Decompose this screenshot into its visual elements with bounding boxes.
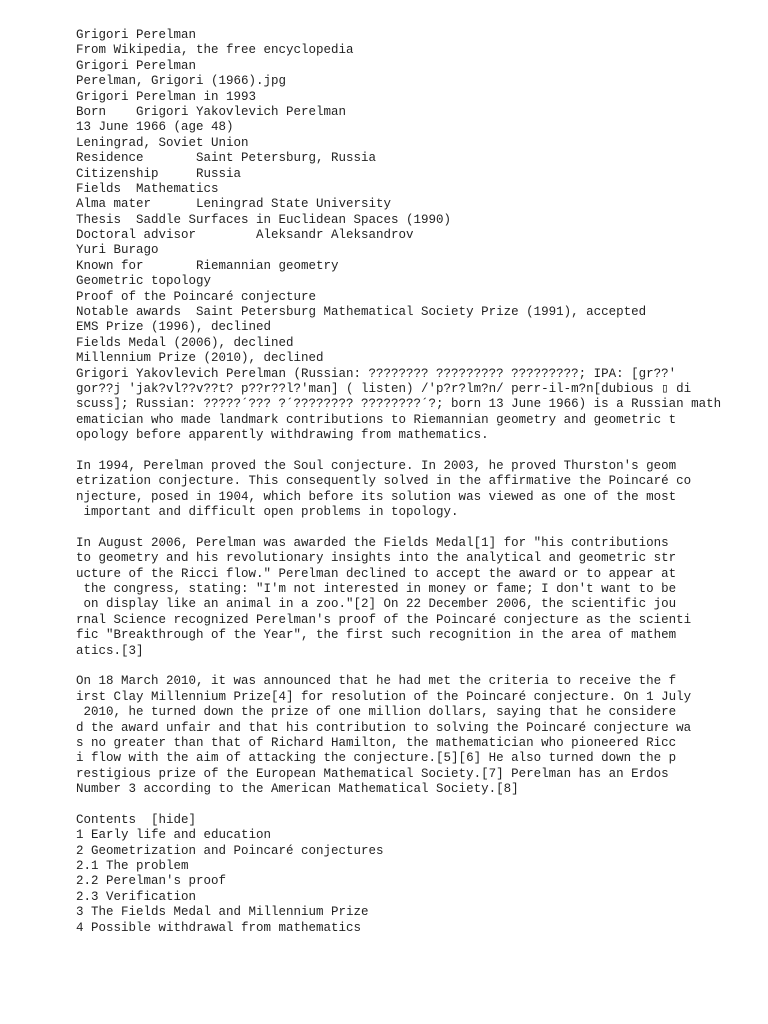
contents-line: 2.2 Perelman's proof [76, 874, 227, 889]
infobox-line: Yuri Burago [76, 243, 159, 258]
paragraph-line: 2010, he turned down the prize of one million dollars, saying that he considere [76, 705, 677, 720]
paragraph-line: important and difficult open problems in topology. [76, 505, 459, 520]
paragraph-millennium-prize [76, 674, 696, 797]
infobox-line: Leningrad, Soviet Union [76, 135, 249, 150]
infobox-line: Perelman, Grigori (1966).jpg [76, 74, 287, 89]
infobox-line: Grigori Yakovlevich Perelman (Russian: ???????? ????????? ?????????; IPA: [gr??' [76, 366, 677, 381]
infobox-line: Geometric topology [76, 274, 212, 289]
contents-line: 4 Possible withdrawal from mathematics [76, 920, 362, 935]
infobox-line: 13 June 1966 (age 48) [76, 120, 234, 135]
infobox-line: scuss]; Russian: ?????´??? ?´???????? ????????´?; born 13 June 1966) is a Russian math [76, 397, 722, 412]
infobox-line: ematician who made landmark contributions to Riemannian geometry and geometric t [76, 412, 677, 427]
contents-line: 2.1 The problem [76, 859, 189, 874]
table-of-contents [76, 813, 696, 936]
infobox-line: Millennium Prize (2010), declined [76, 351, 324, 366]
paragraph-line: d the award unfair and that his contribution to solving the Poincaré conjecture wa [76, 720, 692, 735]
document-body [76, 28, 722, 936]
paragraph-line: On 18 March 2010, it was announced that he had met the criteria to receive the f [76, 674, 677, 689]
paragraph-line: the congress, stating: "I'm not interested in money or fame; I don't want to be [76, 582, 677, 597]
infobox-line: Born Grigori Yakovlevich Perelman [76, 104, 347, 119]
infobox-line: EMS Prize (1996), declined [76, 320, 272, 335]
infobox-lines [76, 28, 722, 444]
paragraph-line: ucture of the Ricci flow." Perelman declined to accept the award or to appear at [76, 566, 677, 581]
contents-heading: Contents [hide] [76, 812, 197, 827]
paragraph-line: In 1994, Perelman proved the Soul conjecture. In 2003, he proved Thurston's geom [76, 458, 677, 473]
paragraph-line: s no greater than that of Richard Hamilton, the mathematician who pioneered Ricc [76, 735, 677, 750]
infobox-line: Grigori Perelman [76, 58, 197, 73]
paragraph-line: i flow with the aim of attacking the conjecture.[5][6] He also turned down the p [76, 751, 677, 766]
contents-line: 1 Early life and education [76, 828, 272, 843]
infobox-line: Known for Riemannian geometry [76, 258, 339, 273]
paragraph-line: restigious prize of the European Mathematical Society.[7] Perelman has an Erdos [76, 766, 669, 781]
contents-line: 3 The Fields Medal and Millennium Prize [76, 905, 369, 920]
infobox-line: Fields Medal (2006), declined [76, 335, 294, 350]
paragraph-line: atics.[3] [76, 643, 144, 658]
paragraph-line: njecture, posed in 1904, which before its solution was viewed as one of the most [76, 489, 677, 504]
contents-line: 2 Geometrization and Poincaré conjectures [76, 843, 384, 858]
paragraph-line: fic "Breakthrough of the Year", the first such recognition in the area of mathem [76, 628, 677, 643]
paragraph-line: etrization conjecture. This consequently solved in the affirmative the Poincaré co [76, 474, 692, 489]
paragraph-gap [76, 798, 696, 813]
paragraph-line: to geometry and his revolutionary insights into the analytical and geometric str [76, 551, 677, 566]
contents-line: 2.3 Verification [76, 889, 197, 904]
infobox-line: Notable awards Saint Petersburg Mathematical Society Prize (1991), accepted [76, 305, 647, 320]
infobox-line: gor??j 'jak?vl??v??t? p??r??l?'man] ( listen) /'p?r?lm?n/ perr-il-m?n[dubious ▯ di [76, 381, 692, 396]
paragraph-line: In August 2006, Perelman was awarded the Fields Medal[1] for "his contributions [76, 535, 669, 550]
paragraph-gap [76, 659, 696, 674]
paragraph-gap [76, 521, 696, 536]
paragraph-line: rnal Science recognized Perelman's proof of the Poincaré conjecture as the scienti [76, 612, 692, 627]
infobox-line: Alma mater Leningrad State University [76, 197, 392, 212]
infobox-line: From Wikipedia, the free encyclopedia [76, 43, 354, 58]
paragraph-gap [76, 444, 696, 459]
infobox-line: Fields Mathematics [76, 181, 219, 196]
infobox-line: Citizenship Russia [76, 166, 242, 181]
infobox-line: opology before apparently withdrawing from mathematics. [76, 428, 489, 443]
paragraph-line: irst Clay Millennium Prize[4] for resolution of the Poincaré conjecture. On 1 July [76, 689, 692, 704]
infobox-line: Grigori Perelman in 1993 [76, 89, 257, 104]
paragraph-line: on display like an animal in a zoo."[2] On 22 December 2006, the scientific jou [76, 597, 677, 612]
infobox-line: Thesis Saddle Surfaces in Euclidean Spaces (1990) [76, 212, 452, 227]
paragraph-fields-medal [76, 536, 696, 659]
paragraph-line: Number 3 according to the American Mathematical Society.[8] [76, 782, 519, 797]
infobox-line: Grigori Perelman [76, 28, 197, 42]
paragraph-soul-conjecture [76, 459, 696, 521]
infobox-line: Residence Saint Petersburg, Russia [76, 151, 377, 166]
infobox-line: Proof of the Poincaré conjecture [76, 289, 317, 304]
infobox-line: Doctoral advisor Aleksandr Aleksandrov [76, 228, 414, 243]
